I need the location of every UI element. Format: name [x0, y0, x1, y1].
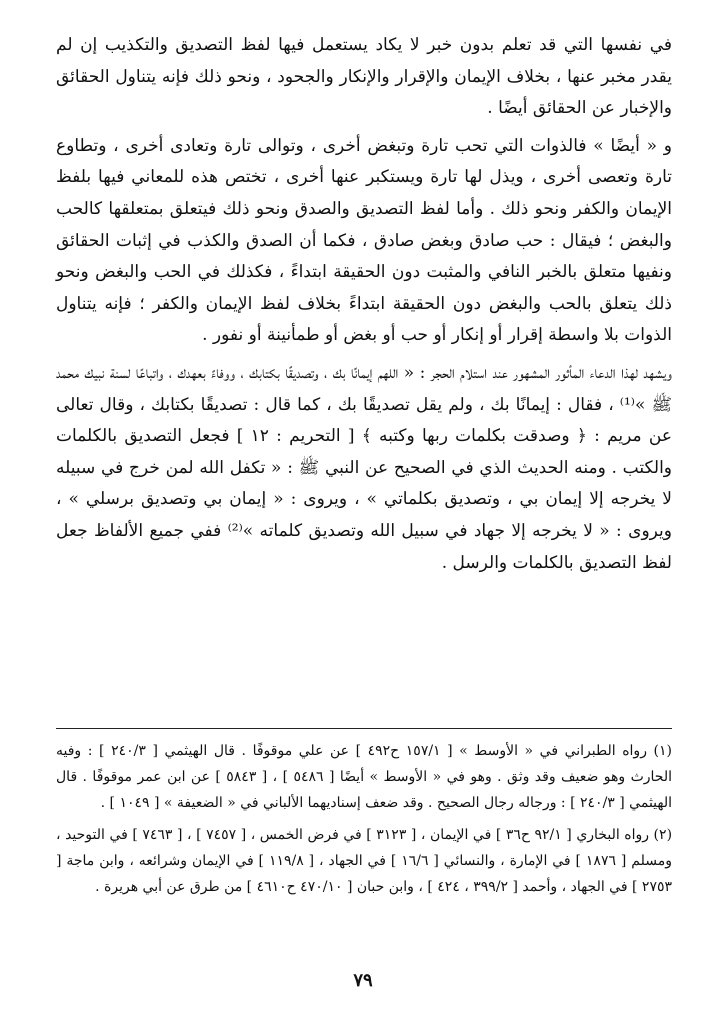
footnote-divider [56, 728, 672, 729]
page-number: ٧٩ [353, 970, 373, 991]
paragraph: ويشهد لهذا الدعاء المأثور المشهور عند استلام الحجر : « اللهم إيمانًا بك ، وتصديقًا بكتابك ، ووفاءً بعهدك ، واتباعًا لسنة نبيك محمد ﷺ »⁽¹⁾ ، فقال : إيمانًا بك ، ولم يقل تصديقًا بك ، كما قال : تصديقًا بكتابك ، وقال تعالى عن مريم : ﴿ وصدقت بكلمات ربها وكتبه ﴾ [ التحريم : ١٢ ] فجعل التصديق بالكلمات والكتب . ومنه الحديث الذي في الصحيح عن النبي ﷺ : « تكفل الله لمن خرج في سبيله لا يخرجه إلا إيمان بي ، وتصديق بكلماتي » ، ويروى : « إيمان بي وتصديق برسلي » ، ويروى : « لا يخرجه إلا جهاد في سبيل الله وتصديق كلماته »⁽²⁾ ففي جميع الألفاظ جعل لفظ التصديق بالكلمات والرسل . [56, 362, 672, 573]
main-text [56, 30, 672, 585]
footnotes [56, 738, 672, 906]
paragraph: في نفسها التي قد تعلم بدون خبر لا يكاد يستعمل فيها لفظ التصديق والتكذيب إن لم يقدر مخبر عنها ، بخلاف الإيمان والإقرار والإنكار والجحود ، ونحو ذلك فإنه يتناول الحقائق والإخبار عن الحقائق أيضًا . [56, 35, 672, 119]
footnote: (٢) رواه البخاري [ ٩٢/١ ح٣٦ ] في الإيمان ، [ ٣١٢٣ ] في فرض الخمس ، [ ٧٤٥٧ ] ، [ ٧٤٦٣ ] في التوحيد ، ومسلم [ ١٨٧٦ ] في الإمارة ، والنسائي [ ١٦/٦ ] في الجهاد ، [ ١١٩/٨ ] في الإيمان وشرائعه ، وابن ماجة [ ٢٧٥٣ ] في الجهاد ، وأحمد [ ٣٩٩/٢ ، ٤٢٤ ] ، وابن حبان [ ٤٧٠/١٠ ح٤٦١٠ ] من طرق عن أبي هريرة . [56, 827, 673, 895]
paragraph: و « أيضًا » فالذوات التي تحب تارة وتبغض أخرى ، وتوالى تارة وتعادى أخرى ، وتطاوع تارة وتعصى أخرى ، ويذل لها تارة ويستكبر عنها أخرى ، تختص هذه للمعاني فيها بلفظ الإيمان والكفر ونحو ذلك . وأما لفظ التصديق والصدق ونحو ذلك فيتعلق بمتعلقها كالحب والبغض ؛ فيقال : حب صادق وبغض صادق ، فكما أن الصدق والكذب في إثبات الحقائق ونفيها متعلق بالخبر النافي والمثبت دون الحقيقة ابتداءً ، فكذلك في الحب والبغض ونحو ذلك يتعلق بالحب والبغض دون الحقيقة ابتداءً بخلاف لفظ الإيمان والكفر ؛ فإنه يتناول الذوات بلا واسطة إقرار أو إنكار أو حب أو بغض أو طمأنينة أو نفور . [56, 135, 672, 346]
footnote: (١) رواه الطبراني في « الأوسط » [ ١٥٧/١ ح٤٩٢ ] عن علي موقوفًا . قال الهيثمي [ ٢٤٠/٣ ] : وفيه الحارث وهو ضعيف وقد وثق . وهو في « الأوسط » أيضًا [ ٥٤٨٦ ] ، [ ٥٨٤٣ ] عن ابن عمر موقوفًا . قال الهيثمي [ ٢٤٠/٣ ] : ورجاله رجال الصحيح . وقد ضعف إسناديهما الألباني في « الضعيفة » [ ١٠٤٩ ] . [56, 743, 673, 811]
